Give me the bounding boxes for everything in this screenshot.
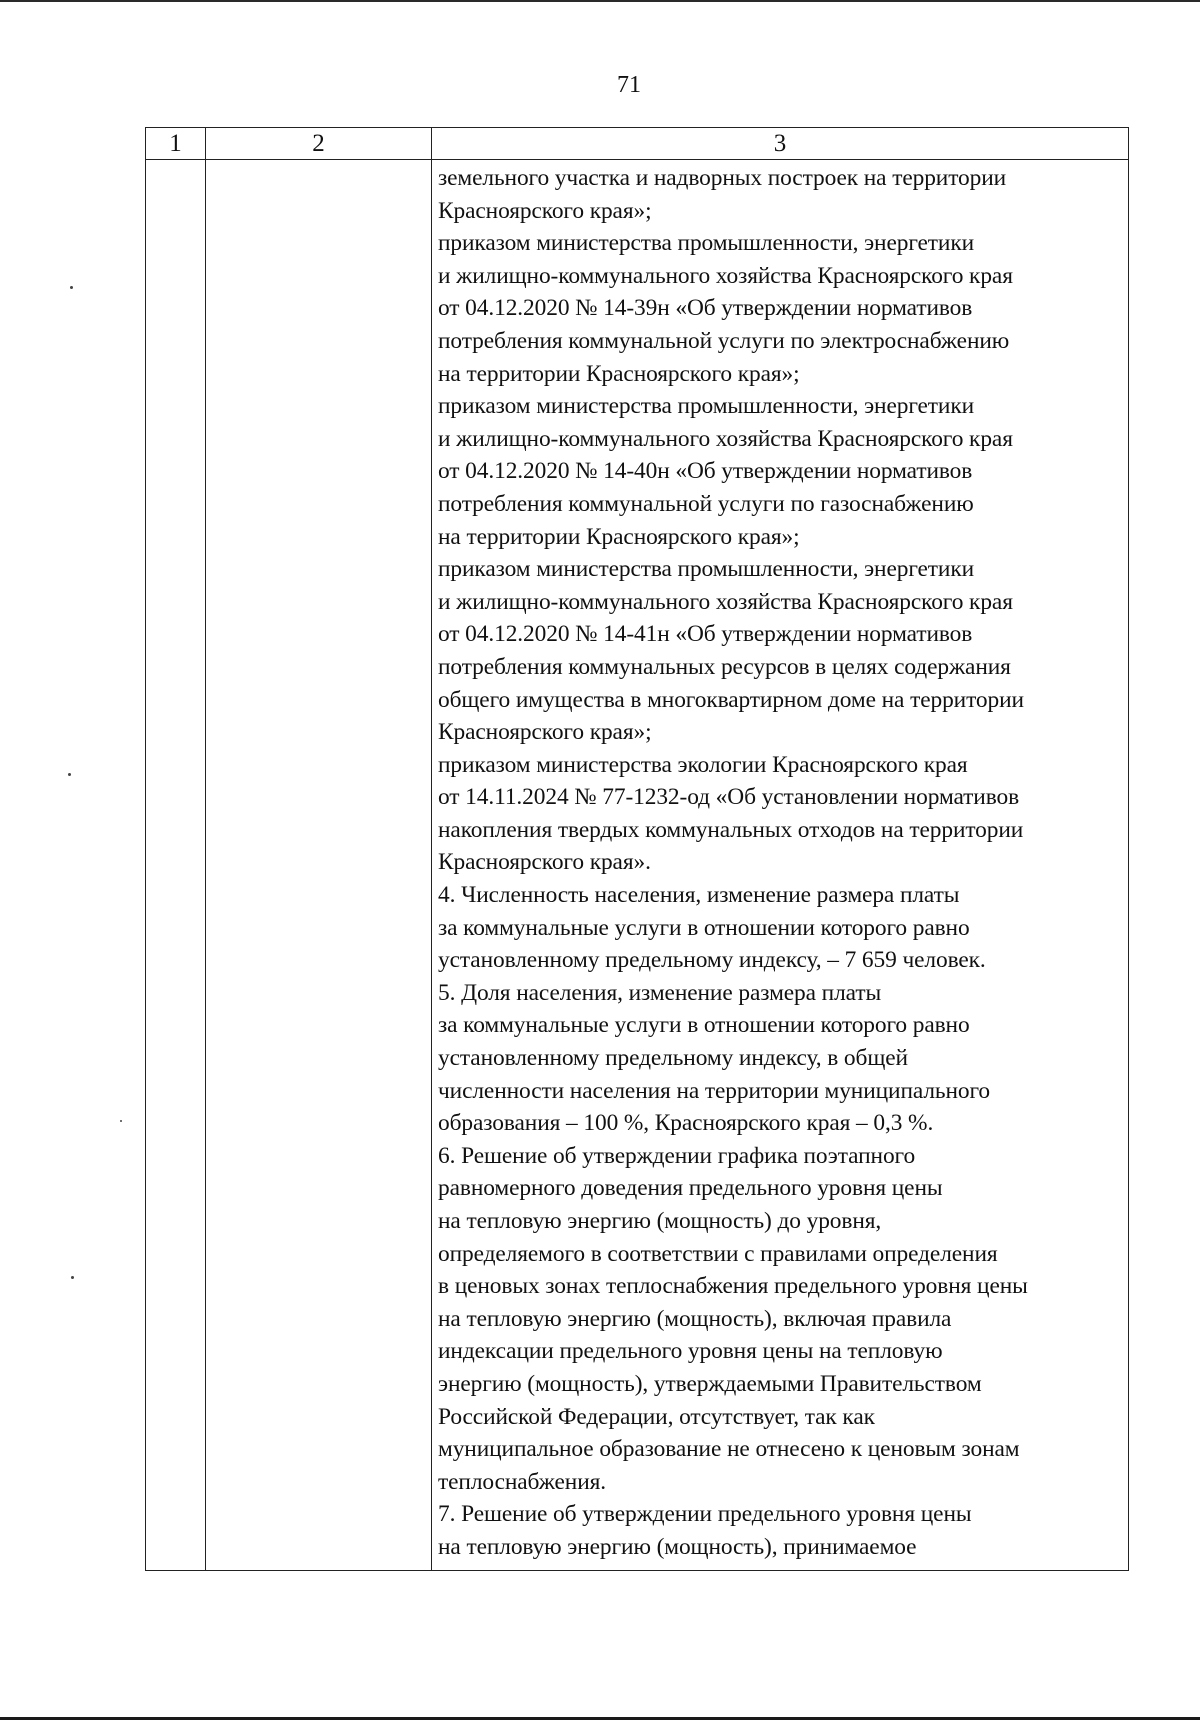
text-line: и жилищно-коммунального хозяйства Красноярского края — [438, 588, 1013, 615]
text-line: и жилищно-коммунального хозяйства Красноярского края — [438, 425, 1013, 452]
scan-speck — [68, 773, 71, 776]
column-header-1: 1 — [146, 128, 206, 160]
text-line: образования – 100 %, Красноярского края – 0,3 %. — [438, 1110, 934, 1137]
page-number: 71 — [617, 72, 641, 98]
scan-speck — [71, 1276, 74, 1279]
text-line: накопления твердых коммунальных отходов на территории — [438, 816, 1024, 843]
text-line: Красноярского края»; — [438, 197, 652, 224]
text-line: в ценовых зонах теплоснабжения предельного уровня цены — [438, 1273, 1028, 1300]
text-line: численности населения на территории муниципального — [438, 1077, 991, 1104]
text-line: за коммунальные услуги в отношении которого равно — [438, 914, 970, 941]
cell-col1 — [146, 160, 206, 1571]
text-line: энергию (мощность), утверждаемыми Правительством — [438, 1370, 982, 1397]
cell-col3 — [432, 160, 1129, 1571]
text-line: Красноярского края»; — [438, 719, 652, 746]
text-line: 6. Решение об утверждении графика поэтапного — [438, 1142, 916, 1169]
text-line: индексации предельного уровня цены на тепловую — [438, 1338, 943, 1365]
text-line: общего имущества в многоквартирном доме на территории — [438, 686, 1024, 713]
text-line: потребления коммунальной услуги по электроснабжению — [438, 327, 1010, 354]
text-line: на тепловую энергию (мощность), принимаемое — [438, 1533, 917, 1560]
document-table — [145, 127, 1129, 1571]
column-header-3: 3 — [432, 128, 1129, 160]
scan-bottom-edge — [0, 1717, 1200, 1720]
text-line: приказом министерства экологии Красноярского края — [438, 751, 968, 778]
text-line: приказом министерства промышленности, энергетики — [438, 393, 975, 420]
text-line: потребления коммунальных ресурсов в целях содержания — [438, 653, 1011, 680]
text-line: потребления коммунальной услуги по газоснабжению — [438, 490, 974, 517]
text-line: 7. Решение об утверждении предельного уровня цены — [438, 1501, 972, 1528]
text-line: 4. Численность населения, изменение размера платы — [438, 882, 960, 909]
cell-col3-text — [438, 162, 1128, 1564]
column-header-2: 2 — [206, 128, 432, 160]
text-line: от 14.11.2024 № 77-1232-од «Об установлении нормативов — [438, 784, 1020, 811]
text-line: от 04.12.2020 № 14-39н «Об утверждении нормативов — [438, 295, 973, 322]
text-line: теплоснабжения. — [438, 1468, 607, 1495]
text-line: определяемого в соответствии с правилами определения — [438, 1240, 998, 1267]
text-line: Российской Федерации, отсутствует, так как — [438, 1403, 875, 1430]
text-line: на тепловую энергию (мощность) до уровня, — [438, 1208, 882, 1234]
text-line: и жилищно-коммунального хозяйства Красноярского края — [438, 262, 1013, 289]
scan-speck — [70, 286, 73, 289]
text-line: Красноярского края». — [438, 849, 651, 876]
table-header-row — [146, 128, 1129, 160]
text-line: муниципальное образование не отнесено к ценовым зонам — [438, 1436, 1020, 1463]
scan-top-edge — [0, 0, 1200, 2]
text-line: приказом министерства промышленности, энергетики — [438, 230, 975, 257]
cell-col2 — [206, 160, 432, 1571]
table-row — [146, 160, 1129, 1571]
text-line: установленному предельному индексу, в общей — [438, 1045, 908, 1072]
text-line: 5. Доля населения, изменение размера платы — [438, 979, 882, 1006]
text-line: земельного участка и надворных построек на территории — [438, 165, 1007, 191]
text-line: на тепловую энергию (мощность), включая правила — [438, 1305, 952, 1332]
text-line: на территории Красноярского края»; — [438, 523, 800, 550]
text-line: на территории Красноярского края»; — [438, 360, 800, 387]
text-line: равномерного доведения предельного уровня цены — [438, 1175, 943, 1202]
text-line: от 04.12.2020 № 14-40н «Об утверждении нормативов — [438, 458, 973, 485]
text-line: приказом министерства промышленности, энергетики — [438, 556, 975, 583]
text-line: за коммунальные услуги в отношении которого равно — [438, 1012, 970, 1039]
text-line: от 04.12.2020 № 14-41н «Об утверждении нормативов — [438, 621, 973, 648]
text-line: установленному предельному индексу, – 7 659 человек. — [438, 947, 986, 974]
scan-speck — [120, 1120, 122, 1122]
